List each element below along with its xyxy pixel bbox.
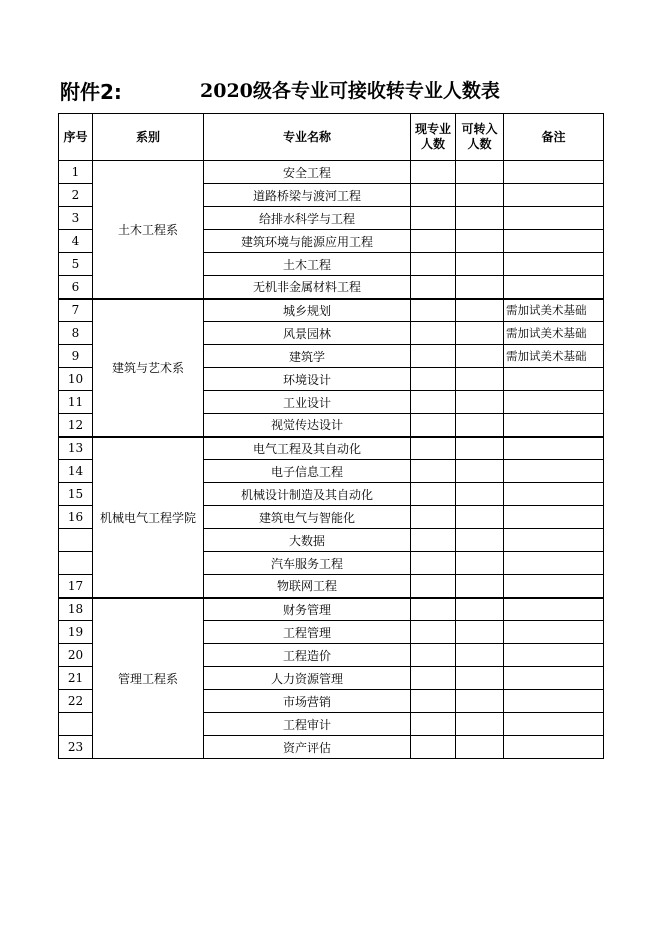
row-index: [59, 529, 93, 552]
row-index: 13: [59, 437, 93, 460]
attachment-label: 附件2:: [60, 80, 122, 104]
major-name: 工程造价: [204, 644, 411, 667]
current-count-cell: [411, 529, 456, 552]
transfer-count-cell: [456, 184, 504, 207]
note-cell: [504, 483, 604, 506]
table-row: [59, 299, 604, 322]
transfer-count-cell: [456, 736, 504, 759]
transfer-count-cell: [456, 230, 504, 253]
note-cell: [504, 437, 604, 460]
header-transfer-line1: 可转入: [461, 122, 498, 136]
note-cell: 需加试美术基础: [504, 299, 604, 322]
row-index: 2: [59, 184, 93, 207]
table-body: [59, 161, 604, 759]
transfer-count-cell: [456, 276, 504, 299]
note-cell: [504, 276, 604, 299]
row-index: 11: [59, 391, 93, 414]
row-index: 21: [59, 667, 93, 690]
header-transfer-count: [456, 114, 504, 161]
row-index: 15: [59, 483, 93, 506]
transfer-count-cell: [456, 253, 504, 276]
major-name: 道路桥梁与渡河工程: [204, 184, 411, 207]
row-index: 4: [59, 230, 93, 253]
major-name: 大数据: [204, 529, 411, 552]
header-note: 备注: [504, 114, 604, 161]
major-name: 机械设计制造及其自动化: [204, 483, 411, 506]
table-header-row: [59, 114, 604, 161]
current-count-cell: [411, 690, 456, 713]
transfer-count-cell: [456, 161, 504, 184]
department-cell: 机械电气工程学院: [93, 437, 204, 598]
major-name: 给排水科学与工程: [204, 207, 411, 230]
transfer-count-cell: [456, 644, 504, 667]
header-major: 专业名称: [204, 114, 411, 161]
row-index: 1: [59, 161, 93, 184]
major-name: 建筑环境与能源应用工程: [204, 230, 411, 253]
row-index: 5: [59, 253, 93, 276]
major-name: 工业设计: [204, 391, 411, 414]
row-index: [59, 713, 93, 736]
note-cell: [504, 644, 604, 667]
transfer-count-cell: [456, 690, 504, 713]
note-cell: [504, 368, 604, 391]
note-cell: [504, 529, 604, 552]
note-cell: [504, 184, 604, 207]
current-count-cell: [411, 644, 456, 667]
note-cell: [504, 230, 604, 253]
current-count-cell: [411, 713, 456, 736]
note-cell: [504, 575, 604, 598]
current-count-cell: [411, 575, 456, 598]
note-cell: [504, 690, 604, 713]
title-row: [60, 76, 620, 106]
row-index: 9: [59, 345, 93, 368]
department-cell: 建筑与艺术系: [93, 299, 204, 437]
note-cell: [504, 414, 604, 437]
row-index: 6: [59, 276, 93, 299]
row-index: 22: [59, 690, 93, 713]
transfer-count-cell: [456, 437, 504, 460]
row-index: 23: [59, 736, 93, 759]
page-title: 2020级各专业可接收转专业人数表: [200, 80, 500, 102]
header-transfer-line2: 人数: [467, 137, 492, 151]
current-count-cell: [411, 322, 456, 345]
note-cell: [504, 713, 604, 736]
row-index: 14: [59, 460, 93, 483]
row-index: 19: [59, 621, 93, 644]
table-row: [59, 598, 604, 621]
major-name: 电气工程及其自动化: [204, 437, 411, 460]
note-cell: [504, 736, 604, 759]
header-current-line2: 人数: [420, 137, 445, 151]
transfer-count-cell: [456, 207, 504, 230]
major-name: 汽车服务工程: [204, 552, 411, 575]
major-name: 无机非金属材料工程: [204, 276, 411, 299]
current-count-cell: [411, 253, 456, 276]
major-name: 财务管理: [204, 598, 411, 621]
current-count-cell: [411, 299, 456, 322]
transfer-count-cell: [456, 667, 504, 690]
current-count-cell: [411, 276, 456, 299]
major-name: 工程管理: [204, 621, 411, 644]
current-count-cell: [411, 368, 456, 391]
row-index: 10: [59, 368, 93, 391]
transfer-count-cell: [456, 506, 504, 529]
header-current-line1: 现专业: [414, 122, 451, 136]
major-name: 建筑学: [204, 345, 411, 368]
note-cell: [504, 667, 604, 690]
transfer-count-cell: [456, 299, 504, 322]
row-index: 8: [59, 322, 93, 345]
note-cell: 需加试美术基础: [504, 345, 604, 368]
transfer-count-cell: [456, 414, 504, 437]
header-department: 系别: [93, 114, 204, 161]
department-cell: 土木工程系: [93, 161, 204, 299]
transfer-count-cell: [456, 391, 504, 414]
transfer-count-cell: [456, 368, 504, 391]
current-count-cell: [411, 161, 456, 184]
major-name: 安全工程: [204, 161, 411, 184]
quota-table: [58, 113, 604, 759]
current-count-cell: [411, 230, 456, 253]
transfer-count-cell: [456, 598, 504, 621]
table-row: [59, 437, 604, 460]
current-count-cell: [411, 506, 456, 529]
row-index: 18: [59, 598, 93, 621]
current-count-cell: [411, 437, 456, 460]
transfer-count-cell: [456, 621, 504, 644]
current-count-cell: [411, 483, 456, 506]
note-cell: [504, 391, 604, 414]
note-cell: [504, 506, 604, 529]
major-name: 建筑电气与智能化: [204, 506, 411, 529]
row-index: 20: [59, 644, 93, 667]
current-count-cell: [411, 598, 456, 621]
transfer-count-cell: [456, 345, 504, 368]
transfer-count-cell: [456, 460, 504, 483]
table-row: [59, 161, 604, 184]
major-name: 工程审计: [204, 713, 411, 736]
major-name: 人力资源管理: [204, 667, 411, 690]
major-name: 城乡规划: [204, 299, 411, 322]
note-cell: 需加试美术基础: [504, 322, 604, 345]
row-index: 7: [59, 299, 93, 322]
current-count-cell: [411, 345, 456, 368]
current-count-cell: [411, 667, 456, 690]
current-count-cell: [411, 621, 456, 644]
major-name: 环境设计: [204, 368, 411, 391]
current-count-cell: [411, 736, 456, 759]
transfer-count-cell: [456, 713, 504, 736]
current-count-cell: [411, 207, 456, 230]
note-cell: [504, 460, 604, 483]
transfer-count-cell: [456, 575, 504, 598]
transfer-count-cell: [456, 322, 504, 345]
major-name: 土木工程: [204, 253, 411, 276]
row-index: 3: [59, 207, 93, 230]
note-cell: [504, 161, 604, 184]
current-count-cell: [411, 552, 456, 575]
row-index: 16: [59, 506, 93, 529]
transfer-count-cell: [456, 552, 504, 575]
transfer-count-cell: [456, 529, 504, 552]
row-index: [59, 552, 93, 575]
major-name: 电子信息工程: [204, 460, 411, 483]
major-name: 物联网工程: [204, 575, 411, 598]
row-index: 17: [59, 575, 93, 598]
current-count-cell: [411, 460, 456, 483]
row-index: 12: [59, 414, 93, 437]
note-cell: [504, 598, 604, 621]
note-cell: [504, 253, 604, 276]
current-count-cell: [411, 391, 456, 414]
note-cell: [504, 621, 604, 644]
current-count-cell: [411, 414, 456, 437]
note-cell: [504, 207, 604, 230]
note-cell: [504, 552, 604, 575]
major-name: 市场营销: [204, 690, 411, 713]
major-name: 视觉传达设计: [204, 414, 411, 437]
header-current-count: [411, 114, 456, 161]
transfer-count-cell: [456, 483, 504, 506]
department-cell: 管理工程系: [93, 598, 204, 759]
major-name: 风景园林: [204, 322, 411, 345]
major-name: 资产评估: [204, 736, 411, 759]
header-index: 序号: [59, 114, 93, 161]
current-count-cell: [411, 184, 456, 207]
